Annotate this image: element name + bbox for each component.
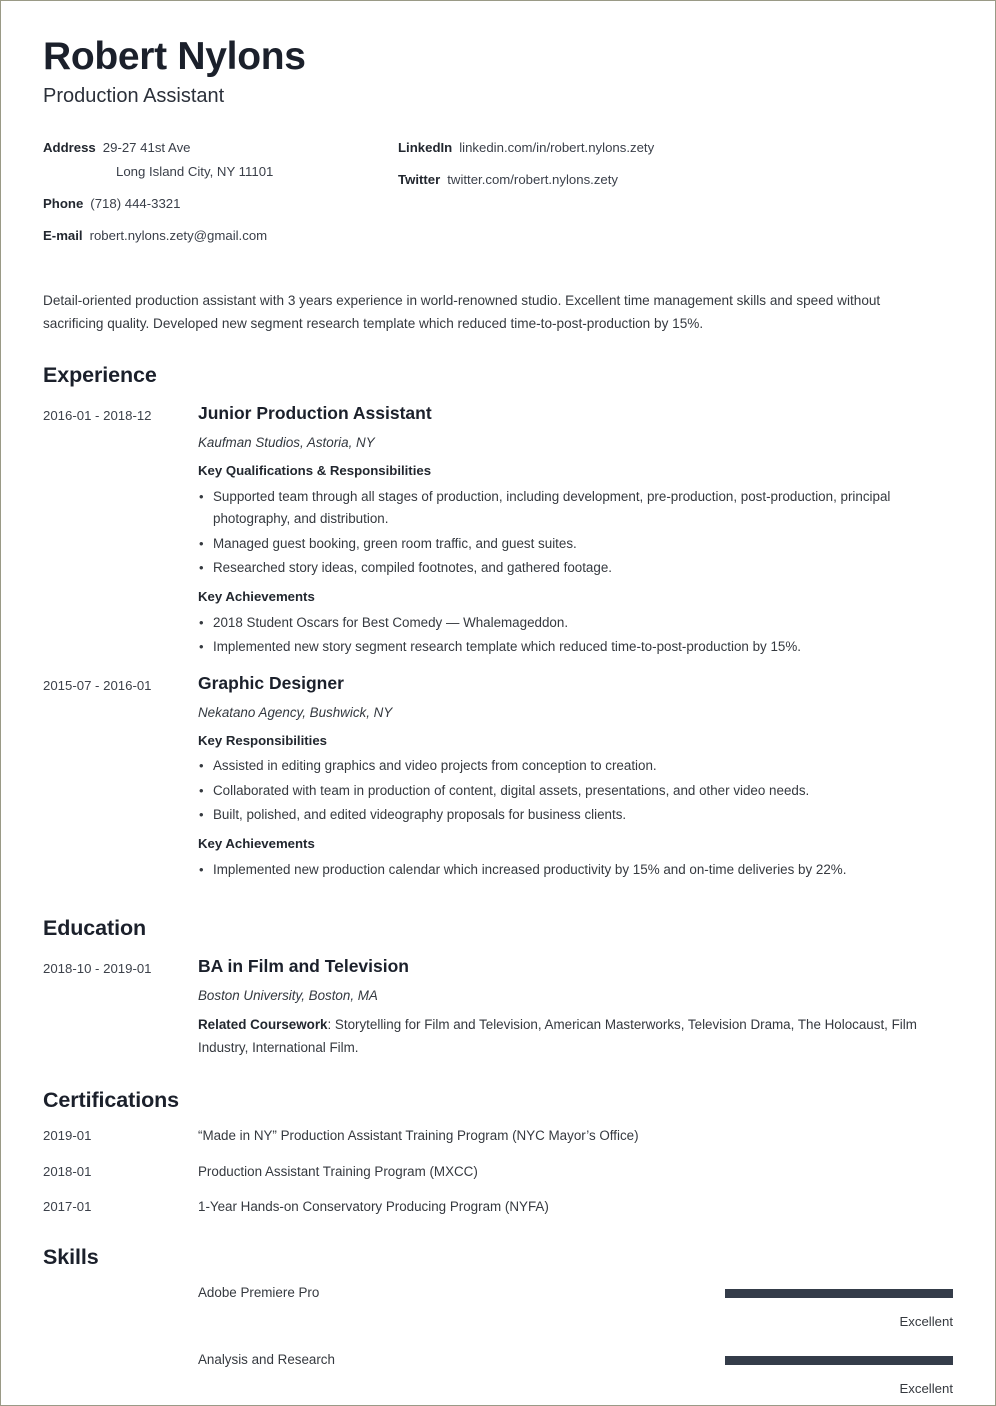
contact-address [43,138,398,157]
list-item: • Supported team through all stages of production, including development, pre-production, post-production, principal photography, and distribution. [198,486,953,531]
contact-column-right [398,138,953,202]
education-coursework-text: : Storytelling for Film and Television, American Masterworks, Television Drama, The Holocaust, Film Industry, International Film. [198,1017,917,1055]
contact-address-label: Address [43,139,96,155]
list-item: • Implemented new production calendar which increased productivity by 15% and on-time deliveries by 22%. [198,859,953,882]
certification-text: Production Assistant Training Program (MXCC) [198,1163,478,1179]
resume-sheet [1,1,995,1405]
experience-entry-dates: 2015-07 - 2016-01 [43,677,152,693]
contact-column-left [43,138,398,259]
contact-email-label: E-mail [43,228,83,244]
education-entry-body [198,955,953,1059]
list-item: • Collaborated with team in production of content, digital assets, presentations, and other video needs. [198,780,953,803]
experience-entry [43,402,953,666]
certification-text: 1-Year Hands-on Conservatory Producing Program (NYFA) [198,1199,549,1215]
list-item: • Built, polished, and edited videography proposals for business clients. [198,804,953,827]
contact-linkedin [398,138,953,157]
list-item: • Researched story ideas, compiled footnotes, and gathered footage. [198,557,953,580]
experience-bullet-list [198,612,953,659]
experience-entry-title: Graphic Designer [198,672,344,693]
skill-name: Analysis and Research [198,1351,335,1367]
contact-email-value[interactable]: robert.nylons.zety@gmail.com [89,228,268,244]
skill-block [43,1351,953,1396]
candidate-name: Robert Nylons [43,35,306,78]
list-item: • Assisted in editing graphics and video projects from conception to creation. [198,755,953,778]
experience-bullet-list [198,859,953,882]
skill-bar-track [725,1356,953,1365]
skill-block [43,1284,953,1329]
experience-entry-employer: Nekatano Agency, Bushwick, NY [198,704,393,720]
certification-row [43,1198,953,1217]
skill-name: Adobe Premiere Pro [198,1285,320,1301]
skill-row [198,1351,953,1370]
list-item: • Implemented new story segment research template which reduced time-to-post-production by 15%. [198,636,953,659]
experience-group-label: Key Achievements [198,588,315,604]
education-entry-degree: BA in Film and Television [198,956,409,977]
professional-summary: Detail-oriented production assistant with 3 years experience in world-renowned studio. Excellent time management skills and speed without sacrificing quality. Developed new segment research template which reduced time-to-post-production by 15%. [43,292,881,331]
experience-entry-dates: 2016-01 - 2018-12 [43,408,152,424]
certification-date: 2018-01 [43,1163,92,1179]
contact-email [43,226,398,245]
section-heading-education: Education [43,916,147,941]
education-coursework [198,1014,953,1060]
skill-bar-track [725,1289,953,1298]
experience-group-label: Key Qualifications & Responsibilities [198,463,432,479]
contact-linkedin-label: LinkedIn [398,139,453,155]
skill-bar [725,1356,953,1365]
contact-twitter [398,170,953,189]
experience-group-label: Key Achievements [198,836,315,851]
candidate-job-title: Production Assistant [43,84,225,107]
section-heading-experience: Experience [43,363,157,388]
education-entry-dates: 2018-10 - 2019-01 [43,961,152,977]
contact-phone [43,194,398,213]
section-heading-certifications: Certifications [43,1087,179,1112]
contact-address-value: 29-27 41st Ave [102,139,191,155]
skill-bar-fill [725,1289,953,1298]
certification-row [43,1163,953,1182]
certification-date: 2019-01 [43,1127,92,1143]
certification-text: “Made in NY” Production Assistant Training Program (NYC Mayor’s Office) [198,1127,639,1143]
contact-block [43,138,953,259]
experience-entry [43,672,953,889]
experience-group-label: Key Responsibilities [198,732,327,748]
list-item: • 2018 Student Oscars for Best Comedy — Whalemageddon. [198,612,953,635]
experience-entry-title: Junior Production Assistant [198,403,432,424]
resume-content [1,1,995,1396]
contact-linkedin-value[interactable]: linkedin.com/in/robert.nylons.zety [459,139,655,155]
skill-bar-fill [725,1356,953,1365]
experience-entry-employer: Kaufman Studios, Astoria, NY [198,435,375,450]
contact-twitter-value[interactable]: twitter.com/robert.nylons.zety [447,172,619,188]
experience-bullet-list [198,486,953,580]
skill-row [198,1284,953,1303]
skill-level-label: Excellent [899,1313,953,1329]
certification-date: 2017-01 [43,1199,92,1215]
contact-phone-label: Phone [43,196,84,212]
list-item: • Managed guest booking, green room traffic, and guest suites. [198,533,953,556]
contact-address-value-line2: Long Island City, NY 11101 [116,164,274,180]
experience-entry-body [198,672,953,889]
section-heading-skills: Skills [43,1245,99,1270]
contact-twitter-label: Twitter [398,172,441,188]
skill-bar [725,1289,953,1298]
experience-bullet-list [198,755,953,827]
experience-entry-body [198,402,953,666]
education-entry [43,955,953,1059]
education-entry-school: Boston University, Boston, MA [198,988,378,1004]
skill-level-label: Excellent [899,1380,953,1396]
certification-row [43,1127,953,1146]
contact-phone-value[interactable]: (718) 444-3321 [90,196,181,212]
education-coursework-label: Related Coursework [198,1017,328,1033]
